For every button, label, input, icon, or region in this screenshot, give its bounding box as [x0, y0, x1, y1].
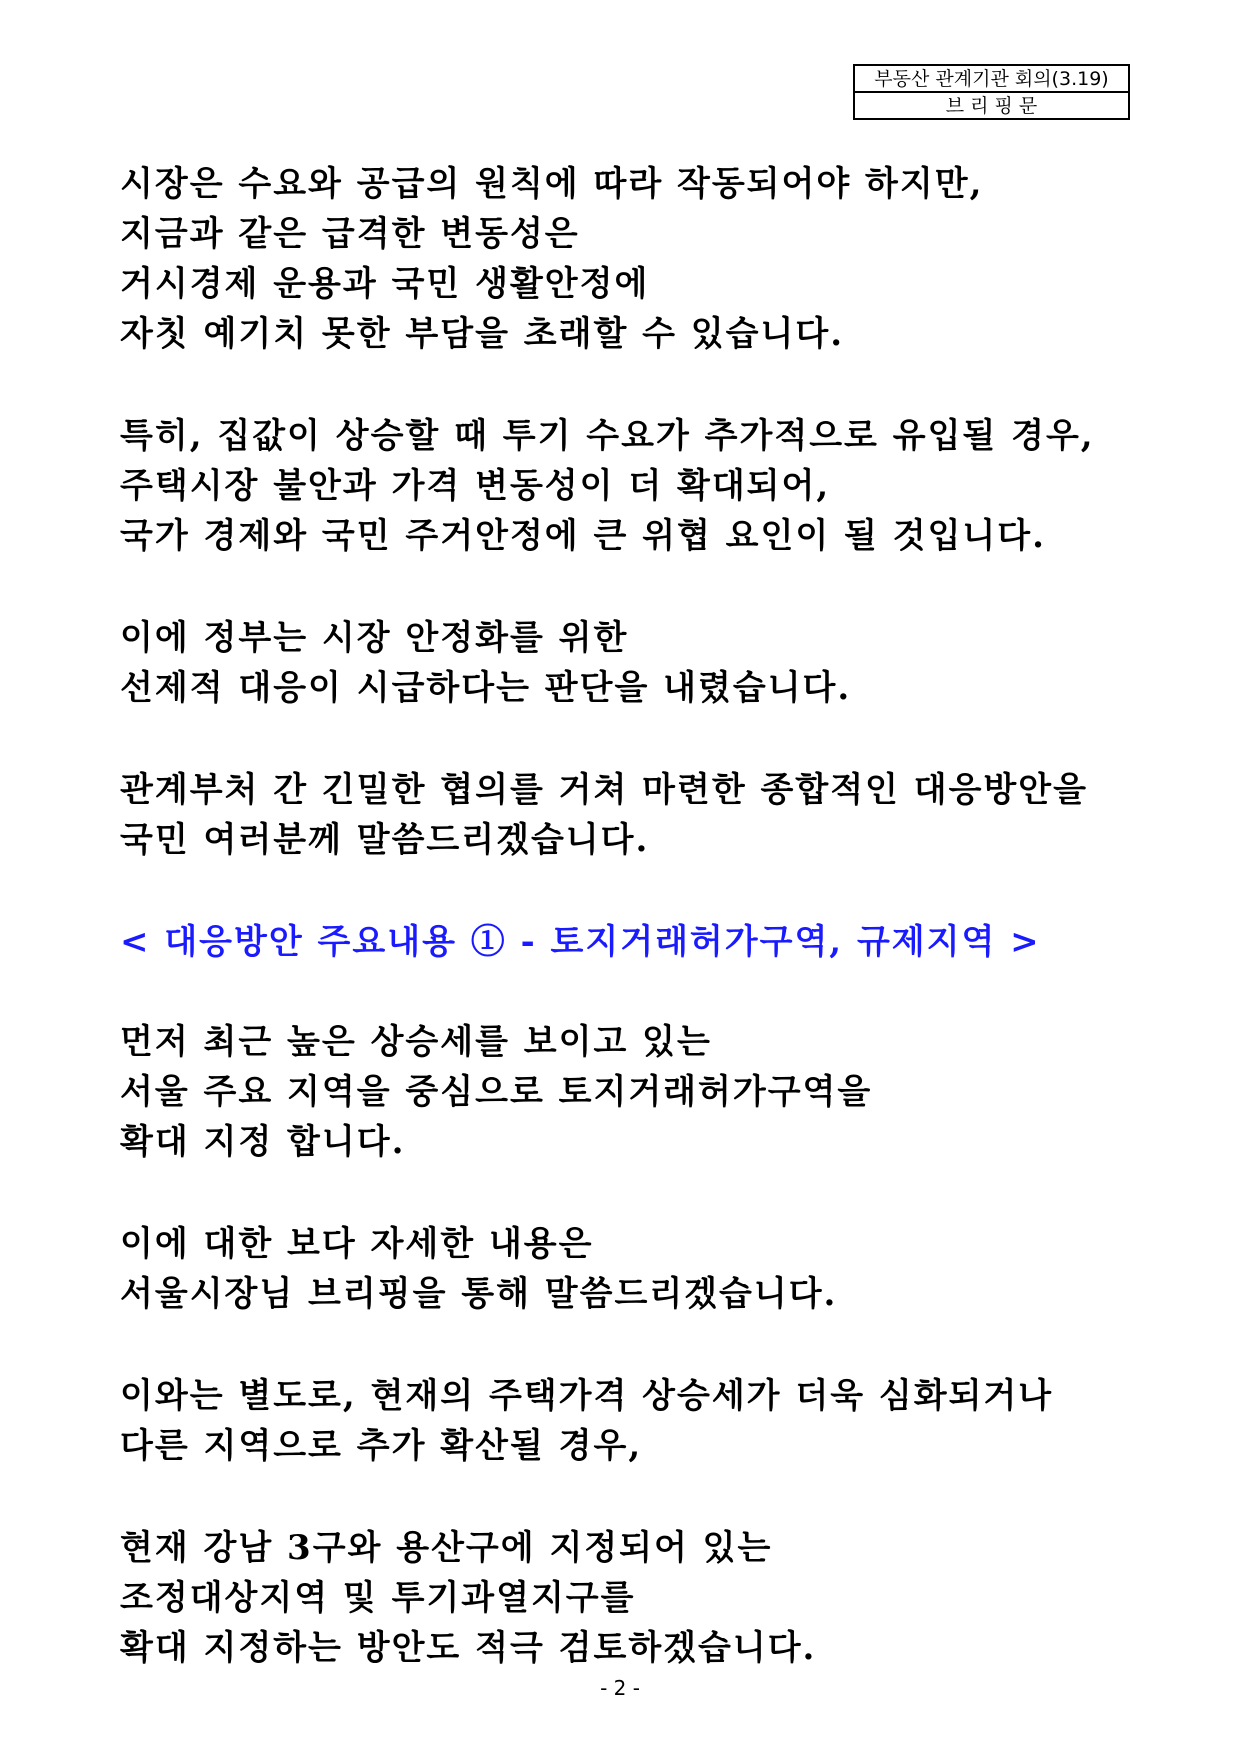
text-line: 확대 지정 합니다. [120, 1122, 406, 1162]
text-line: 서울시장님 브리핑을 통해 말씀드리겠습니다. [120, 1274, 838, 1314]
text-line: 관계부처 간 긴밀한 협의를 거쳐 마련한 종합적인 대응방안을 [120, 770, 1088, 810]
text-line: 조정대상지역 및 투기과열지구를 [120, 1578, 636, 1618]
text-line: 이에 대한 보다 자세한 내용은 [120, 1224, 594, 1264]
text-line: 다른 지역으로 추가 확산될 경우, [120, 1426, 643, 1466]
text-line: 서울 주요 지역을 중심으로 토지거래허가구역을 [120, 1072, 873, 1112]
header-subtitle: 브 리 핑 문 [855, 91, 1128, 118]
text-line: 확대 지정하는 방안도 적극 검토하겠습니다. [120, 1628, 817, 1668]
paragraph [120, 1371, 1160, 1471]
text-line: 현재 강남 3구와 용산구에 지정되어 있는 [120, 1528, 773, 1568]
paragraph [120, 765, 1160, 865]
paragraph [120, 1017, 1160, 1167]
text-line: 국민 여러분께 말씀드리겠습니다. [120, 820, 650, 860]
section-heading: < 대응방안 주요내용 ① - 토지거래허가구역, 규제지역 > [120, 922, 1041, 962]
paragraph [120, 1219, 1160, 1319]
text-line: 선제적 대응이 시급하다는 판단을 내렸습니다. [120, 668, 852, 708]
page-number: - 2 - [600, 1676, 640, 1700]
text-line: 자칫 예기치 못한 부담을 초래할 수 있습니다. [120, 314, 845, 354]
document-body [120, 159, 1160, 1725]
text-line: 국가 경제와 국민 주거안정에 큰 위협 요인이 될 것입니다. [120, 516, 1046, 556]
text-line: 시장은 수요와 공급의 원칙에 따라 작동되어야 하지만, [120, 164, 984, 204]
text-line: 먼저 최근 높은 상승세를 보이고 있는 [120, 1022, 712, 1062]
text-line: 이에 정부는 시장 안정화를 위한 [120, 618, 629, 658]
text-line: 거시경제 운용과 국민 생활안정에 [120, 264, 650, 304]
text-line: 지금과 같은 급격한 변동성은 [120, 214, 580, 254]
paragraph [120, 613, 1160, 713]
header-box [853, 64, 1130, 120]
text-line: 이와는 별도로, 현재의 주택가격 상승세가 더욱 심화되거나 [120, 1376, 1054, 1416]
paragraph [120, 159, 1160, 359]
text-line: 특히, 집값이 상승할 때 투기 수요가 추가적으로 유입될 경우, [120, 416, 1095, 456]
paragraph [120, 411, 1160, 561]
paragraph [120, 1523, 1160, 1673]
text-line: 주택시장 불안과 가격 변동성이 더 확대되어, [120, 466, 831, 506]
header-title: 부동산 관계기관 회의(3.19) [874, 67, 1109, 90]
